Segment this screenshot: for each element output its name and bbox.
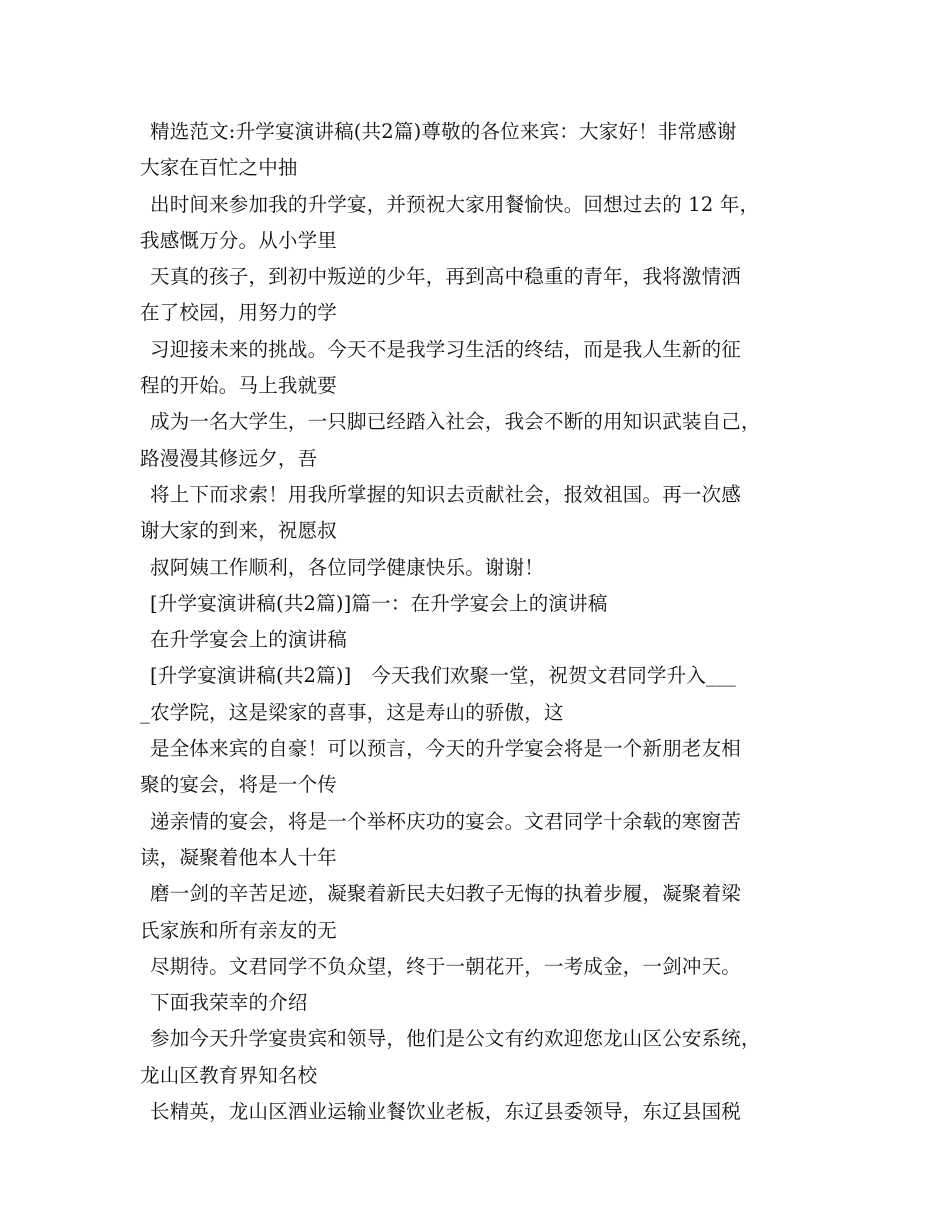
text-line: 我感慨万分。从小学里 bbox=[140, 228, 338, 252]
document-body bbox=[140, 114, 830, 1130]
text-line: 谢大家的到来，祝愿叔 bbox=[140, 519, 338, 543]
text-line: 叔阿姨工作顺利，各位同学健康快乐。谢谢！ bbox=[150, 555, 545, 579]
text-line: 是全体来宾的自豪！可以预言，今天的升学宴会将是一个新朋老友相 bbox=[150, 737, 742, 761]
text-line: 天真的孩子，到初中叛逆的少年，再到高中稳重的青年，我将激情洒 bbox=[150, 265, 742, 289]
text-line: 读，凝聚着他本人十年 bbox=[140, 845, 338, 869]
text-line: 精选范文:升学宴演讲稿(共2篇)尊敬的各位来宾：大家好！非常感谢 bbox=[150, 120, 737, 143]
text-line: 出时间来参加我的升学宴，并预祝大家用餐愉快。回想过去的 12 年， bbox=[150, 192, 760, 216]
text-line: 长精英，龙山区酒业运输业餐饮业老板，东辽县委领导，东辽县国税 bbox=[150, 1100, 742, 1124]
text-line: 成为一名大学生，一只脚已经踏入社会，我会不断的用知识武装自己， bbox=[150, 410, 761, 434]
text-line: 习迎接未来的挑战。今天不是我学习生活的终结，而是我人生新的征 bbox=[150, 337, 742, 361]
text-line: 氏家族和所有亲友的无 bbox=[140, 918, 338, 942]
text-line: [升学宴演讲稿(共2篇)]篇一：在升学宴会上的演讲稿 bbox=[150, 591, 608, 615]
text-line: 在升学宴会上的演讲稿 bbox=[150, 628, 348, 652]
text-line: 路漫漫其修远夕，吾 bbox=[140, 446, 318, 470]
text-line: 在了校园，用努力的学 bbox=[140, 301, 338, 325]
text-line: 参加今天升学宴贵宾和领导，他们是公文有约欢迎您龙山区公安系统， bbox=[150, 1027, 761, 1051]
text-line: 下面我荣幸的介绍 bbox=[150, 991, 308, 1015]
text-line: [升学宴演讲稿(共2篇)] 今天我们欢聚一堂，祝贺文君同学升入___ bbox=[150, 664, 736, 688]
text-line: 尽期待。文君同学不负众望，终于一朝花开，一考成金，一剑冲天。 bbox=[150, 954, 742, 978]
text-line: 大家在百忙之中抽 bbox=[140, 156, 298, 180]
text-line: _农学院，这是梁家的喜事，这是寿山的骄傲，这 bbox=[140, 700, 564, 724]
text-line: 聚的宴会，将是一个传 bbox=[140, 773, 338, 797]
text-line: 程的开始。马上我就要 bbox=[140, 374, 338, 398]
text-line: 磨一剑的辛苦足迹，凝聚着新民夫妇教子无悔的执着步履，凝聚着梁 bbox=[150, 882, 742, 906]
text-line: 将上下而求索！用我所掌握的知识去贡献社会，报效祖国。再一次感 bbox=[150, 482, 742, 506]
text-line: 递亲情的宴会，将是一个举杯庆功的宴会。文君同学十余载的寒窗苦 bbox=[150, 809, 742, 833]
text-line: 龙山区教育界知名校 bbox=[140, 1063, 318, 1087]
